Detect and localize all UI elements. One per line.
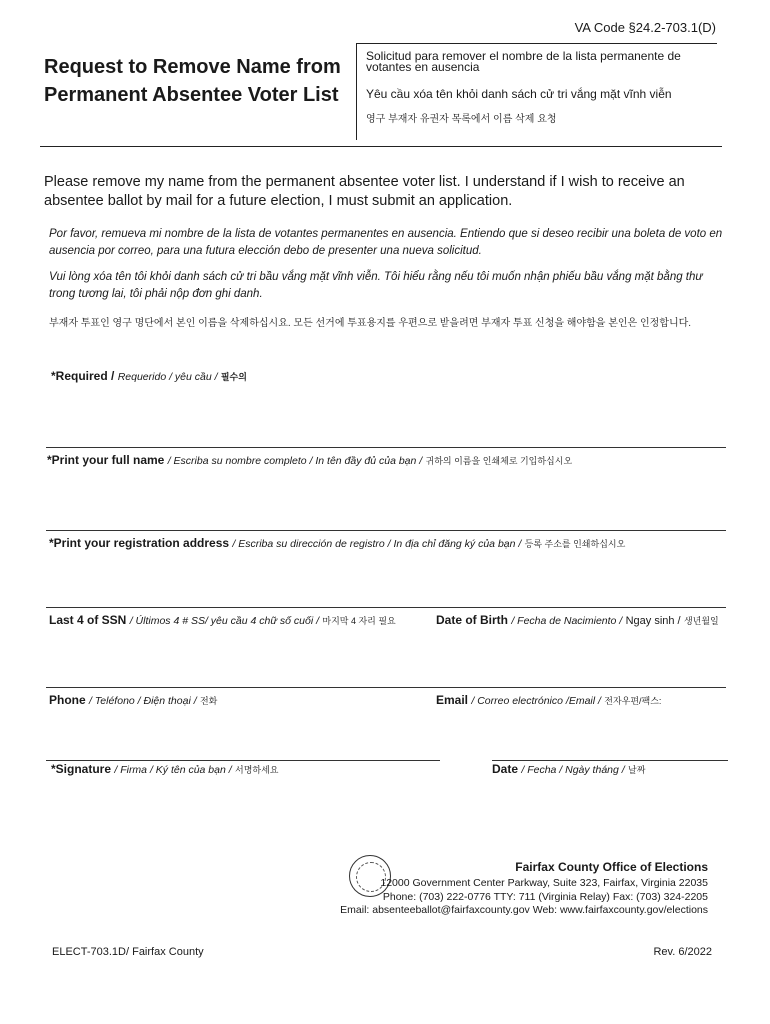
header-divider <box>40 146 722 147</box>
required-translation: Requerido / yêu cầu / <box>117 371 218 383</box>
address-label-text: *Print your registration address <box>49 536 230 550</box>
office-name: Fairfax County Office of Elections <box>515 860 708 874</box>
address-korean: 등록 주소를 인쇄하십시오 <box>524 539 626 549</box>
form-title <box>44 53 354 109</box>
ssn-label <box>49 613 396 627</box>
intro-spanish: Por favor, remueva mi nombre de la lista de votantes permanentes en ausencia. Entiendo que si deseo recibir una boleta de voto en ausencia por correo, para una futura elección debo de presenter una nueva solicitud. <box>49 228 723 257</box>
required-note <box>51 369 247 383</box>
address-label <box>49 536 625 550</box>
title-vietnamese: Yêu cầu xóa tên khỏi danh sách cử tri vắng mặt vĩnh viễn <box>366 87 672 101</box>
date-label <box>492 762 645 776</box>
signature-korean: 서명하세요 <box>235 765 279 775</box>
full-name-label-text: *Print your full name <box>47 453 165 467</box>
title-korean: 영구 부재자 유권자 목록에서 이름 삭제 요청 <box>366 114 557 125</box>
dob-vietnamese: Ngay sinh / <box>625 615 681 627</box>
required-korean: 필수의 <box>220 372 247 382</box>
dob-label-text: Date of Birth <box>436 613 508 627</box>
form-title-line2: Permanent Absentee Voter List <box>44 84 339 106</box>
ssn-translation: / Últimos 4 # SS/ yêu cầu 4 chữ số cuối / <box>129 615 320 627</box>
office-address: 12000 Government Center Parkway, Suite 323, Fairfax, Virginia 22035 <box>380 877 708 889</box>
phone-translation: / Teléfono / Điện thoại / <box>89 695 197 707</box>
revision: Rev. 6/2022 <box>653 946 712 958</box>
signature-label <box>51 762 279 776</box>
full-name-translation: / Escriba su nombre completo / In tên đầy đủ của bạn / <box>167 455 423 467</box>
intro-english: Please remove my name from the permanent absentee voter list. I understand if I wish to receive an absentee ballot by mail for a future election, I must submit an application. <box>44 174 685 209</box>
intro-vietnamese: Vui lòng xóa tên tôi khỏi danh sách cử tri bầu vắng mặt vĩnh viễn. Tôi hiểu rằng nếu tôi muốn nhận phiếu bầu vắng mặt bằng thư trong tương lai, tôi phải nộp đơn ghi danh. <box>49 271 703 300</box>
phone-email-line[interactable] <box>46 687 726 688</box>
required-label: *Required / <box>51 369 115 383</box>
intro-korean: 부재자 투표인 영구 명단에서 본인 이름을 삭제하십시요. 모든 선거에 투표용지를 우편으로 받을려면 부재자 투표 신청을 해야함을 본인은 인정합니다. <box>49 318 692 329</box>
date-translation: / Fecha / Ngày tháng / <box>521 764 625 776</box>
office-web: Email: absenteeballot@fairfaxcounty.gov Web: www.fairfaxcounty.gov/elections <box>340 904 708 916</box>
phone-korean: 전화 <box>199 696 218 706</box>
date-line[interactable] <box>492 760 728 761</box>
form-id: ELECT-703.1D/ Fairfax County <box>52 946 204 958</box>
dob-korean: 생년월일 <box>683 616 719 626</box>
dob-label <box>436 613 719 627</box>
ssn-label-text: Last 4 of SSN <box>49 613 127 627</box>
form-title-line1: Request to Remove Name from <box>44 56 341 78</box>
full-name-line[interactable] <box>46 447 726 448</box>
email-korean: 전자우편/팩스: <box>604 696 662 706</box>
signature-label-text: *Signature <box>51 762 112 776</box>
email-label <box>436 693 661 707</box>
full-name-korean: 귀하의 이름을 인쇄체로 기입하십시오 <box>425 456 573 466</box>
full-name-label <box>47 453 572 467</box>
ssn-dob-line[interactable] <box>46 607 726 608</box>
signature-line[interactable] <box>46 760 440 761</box>
title-spanish: Solicitud para remover el nombre de la lista permanente de votantes en ausencia <box>366 49 681 74</box>
date-label-text: Date <box>492 762 519 776</box>
dob-translation: / Fecha de Nacimiento / <box>511 615 623 627</box>
signature-translation: / Firma / Ký tên của bạn / <box>114 764 232 776</box>
office-phone: Phone: (703) 222-0776 TTY: 711 (Virginia Relay) Fax: (703) 324-2205 <box>382 890 708 903</box>
office-contact <box>340 877 708 918</box>
address-line[interactable] <box>46 530 726 531</box>
va-code: VA Code §24.2-703.1(D) <box>574 20 716 35</box>
address-translation: / Escriba su dirección de registro / In địa chỉ đăng ký của bạn / <box>232 538 522 550</box>
email-label-text: Email <box>436 693 469 707</box>
phone-label-text: Phone <box>49 693 86 707</box>
email-translation: / Correo electrónico /Email / <box>471 695 601 707</box>
date-korean: 날짜 <box>628 765 646 775</box>
ssn-korean: 마지막 4 자리 필요 <box>322 616 396 626</box>
phone-label <box>49 693 217 707</box>
